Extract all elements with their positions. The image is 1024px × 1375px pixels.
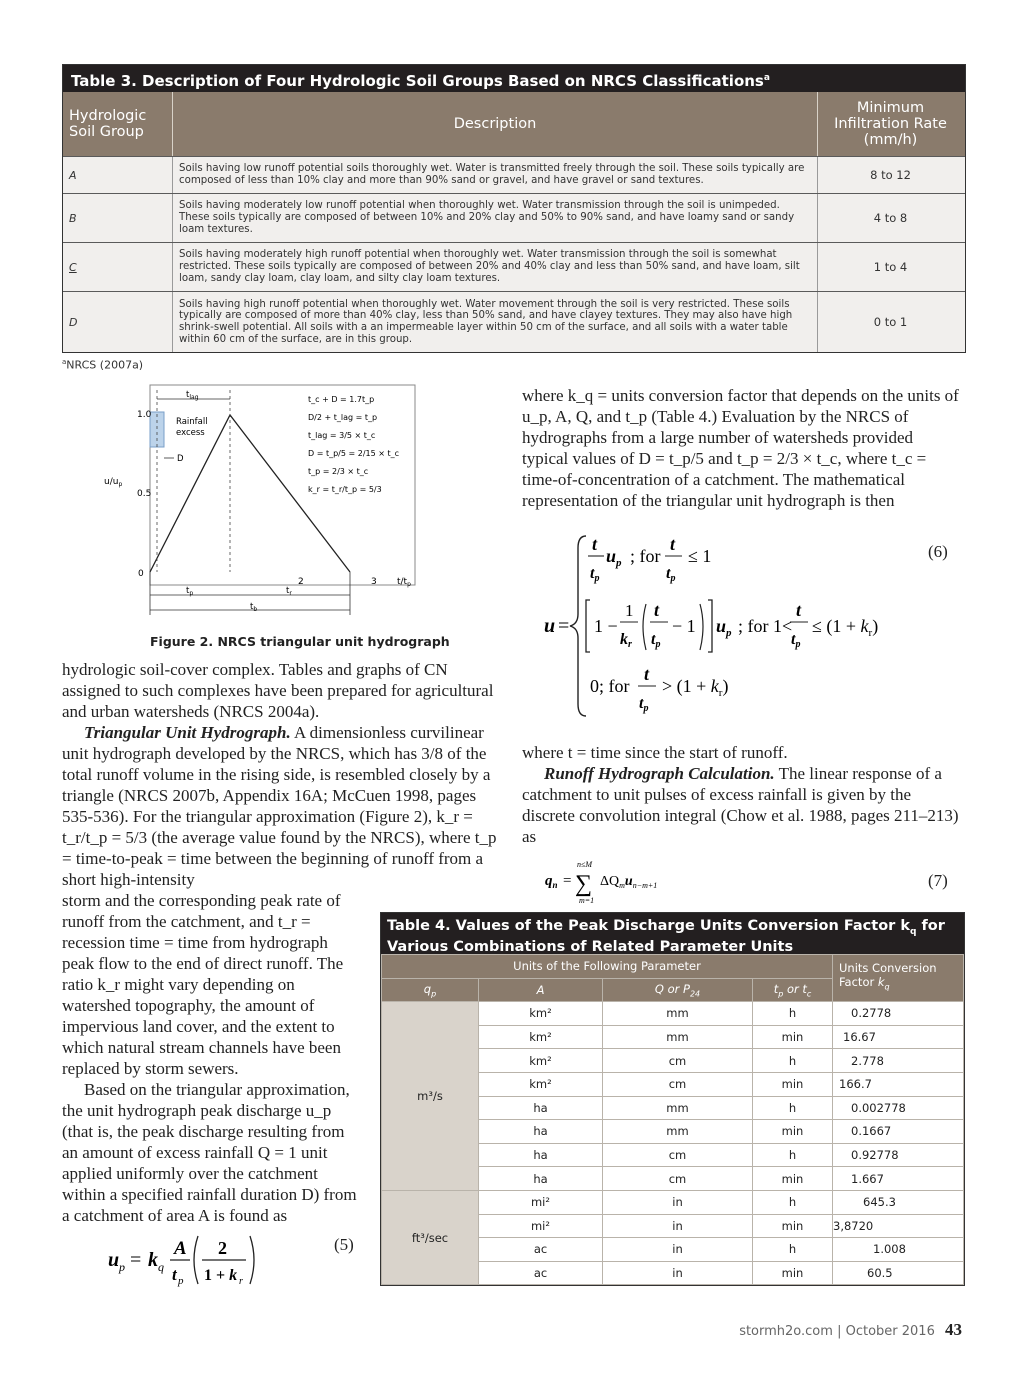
cell-depth-unit: mm [603,1002,753,1026]
svg-text:t: t [172,1265,177,1284]
table-3-footnote: $^a$NRCS (2007a) [62,358,144,372]
x-axis-label: $t/t_p$ [397,577,411,588]
col-header-Q: Q or $P_{24}$ [603,978,753,1002]
svg-text:tp: tp [666,565,676,584]
svg-text:up: $u_p$ [606,546,622,569]
paragraph: hydrologic soil-cover complex. Tables and graphs of CN assigned to such complexes have been prepared for agricultural and urban watersheds (NRCS 2004a). [62,660,494,721]
page-footer [739,1320,962,1340]
svg-text:ΔQmun−m+1: $\Delta Q_mu_{n-m+1}$ [600,874,658,890]
svg-text:=: = [130,1249,142,1271]
table-4-title: Table 4. Values of the Peak Discharge Units Conversion Factor $k_q$ for Various Combinations of Related Parameter Units [381,913,964,954]
cell-factor: 3,8720 [833,1214,964,1238]
svg-text:q: q [158,1260,164,1274]
cell-rate: 1 to 4 [873,260,908,274]
cell-area-unit: mi² [479,1214,603,1238]
cell-factor: 60.5 [833,1261,964,1285]
svg-text:≤ (1 + kr): ≤ $(1 + k_r)$ [812,616,879,639]
cell-description: Soils having moderately high runoff potential when thoroughly wet. Water transmission through the soil is somewhat restricted. These soils typically are composed of between 20% and 40% clay and less than 50% sand, and have loam, silt loam, sandy clay loam, clay loam, and silty clay loam textures. [173,243,818,291]
cell-time-unit: min [753,1072,833,1096]
table-3 [62,64,966,353]
svg-text:tp: tp [639,695,649,714]
paragraph: Runoff Hydrograph Calculation. The linear response of a catchment to unit pulses of excess rainfall is given by the discrete convolution integral (Chow et al. 1988, pages 211–213) as [522,764,959,846]
cell-rate: 0 to 1 [873,315,908,329]
svg-text:u: u [108,1249,120,1271]
cell-area-unit: ha [479,1167,603,1191]
cell-area-unit: ha [479,1120,603,1144]
paragraph: where t = time since the start of runoff. [522,743,788,762]
svg-text:A: A [174,1238,187,1259]
svg-text:kr: kr [620,631,632,650]
cell-time-unit: h [753,1238,833,1262]
svg-text:r: r [239,1276,243,1287]
equation-7-number: (7) [928,871,948,890]
cell-time-unit: h [753,1049,833,1073]
cell-depth-unit: in [603,1214,753,1238]
cell-factor: 166.7 [833,1072,964,1096]
svg-text:t: t [796,600,802,620]
figure-2-caption: Figure 2. NRCS triangular unit hydrograph [150,634,450,649]
svg-text:p: p [119,1260,125,1274]
cell-description: Soils having high runoff potential when thoroughly wet. Water movement through the soil is very restricted. These soils typically are composed of more than 40% clay, less than 50% sand, and have clayey textures. They may also have high shrink-swell potential. All soils with a an impermeable layer within 50 cm of the surface, and all soils with a water table within 60 cm of the surface, are in this group. [173,292,818,352]
svg-text:u: u [544,615,556,637]
svg-text:t: t [644,664,650,684]
separator: | [837,1324,842,1339]
svg-text:t: t [592,534,598,554]
svg-text:1 + k: 1 + k [204,1267,238,1284]
svg-text:; for 1<: ; for 1< [738,616,793,636]
svg-text:; for: ; for [630,546,661,566]
svg-text:m=1: m=1 [579,896,595,905]
ytick: 1.0 [137,410,152,420]
ytick: 0.5 [137,489,152,499]
table-3-header [63,92,965,156]
cell-time-unit: h [753,1143,833,1167]
cell-time-unit: min [753,1261,833,1285]
col-header-qp: $q_p$ [382,978,479,1002]
cell-factor: 16.67 [833,1025,964,1049]
D-label: D [177,454,184,464]
rainfall-label: Rainfall [176,417,208,427]
cell-group: C [63,243,173,291]
cell-group: A [63,157,173,193]
cell-area-unit: ha [479,1143,603,1167]
group-header: Units of the Following Parameter [382,955,833,979]
paragraph: where k_q = units conversion factor that depends on the units of u_p, A, Q, and t_p (Table 4.) Evaluation by the NRCS of hydrographs from a large number of watersheds provided typical values of D = t_p/5 and t_p = 2/3 × t_c, where t_c = time-of-concentration of a catchment. The mathematical representation of the triangular unit hydrograph is then [522,386,959,510]
left-column-top [62,659,502,890]
cell-factor: 2.778 [833,1049,964,1073]
cell-time-unit: h [753,1190,833,1214]
cell-area-unit: km² [479,1025,603,1049]
cell-factor: 0.1667 [833,1120,964,1144]
svg-text:≤ 1: ≤ 1 [688,546,712,566]
cell-qp-unit: m³/s [382,1002,479,1191]
y-axis-label: $u/u_p$ [104,477,123,488]
xtick: 2 [298,577,304,587]
relation: t_p = 2/3 × t_c [308,467,369,476]
equation-6 [540,528,900,720]
cell-time-unit: min [753,1025,833,1049]
paragraph: Triangular Unit Hydrograph. A dimensionless curvilinear unit hydrograph developed by the NRCS, which has 3/8 of the total runoff volume in the rising side, is resembled closely by a triangle (NRCS 2007b, Appendix 16A; McCuen 1998, pages 535-536). For the triangular approximation (Figure 2), k_r = t_r/t_p = 5/3 (the average value found by the NRCS), where t_p = time-to-peak = time between the beginning of runoff from a short high-intensity [62,723,497,889]
svg-text:1 −: 1 − [594,616,618,636]
cell-area-unit: km² [479,1002,603,1026]
left-column-bottom [62,890,362,1226]
tlag-label: $t_{lag}$ [186,390,199,401]
svg-text:up: $u_p$ [716,616,732,639]
cell-area-unit: km² [479,1072,603,1096]
cell-area-unit: km² [479,1049,603,1073]
col-header-rate: Minimum Infiltration Rate (mm/h) [834,100,947,148]
cell-area-unit: ha [479,1096,603,1120]
relation: k_r = t_r/t_p = 5/3 [308,485,382,494]
table-4-grid [381,954,964,1285]
table-4 [380,912,965,1286]
relation: D = t_p/5 = 2/15 × t_c [308,449,400,458]
cell-depth-unit: mm [603,1120,753,1144]
svg-text:tp: tp [651,631,661,650]
svg-text:tp: tp [791,631,801,650]
table-row [63,291,965,352]
cell-time-unit: h [753,1002,833,1026]
cell-rate: 4 to 8 [873,211,908,225]
tp-label: $t_p$ [186,586,194,597]
svg-text:− 1: − 1 [672,616,696,636]
cell-description: Soils having moderately low runoff potential when thoroughly wet. Water transmission through the soil is unimpeded. These soils typically are composed of between 10% and 20% clay and 50% to 90% sand, and have loamy sand or sandy loam textures. [173,194,818,242]
table-row [63,193,965,242]
factor-header: Units Conversion Factor $k_q$ [833,955,964,1002]
table-3-title: Table 3. Description of Four Hydrologic Soil Groups Based on NRCS Classifications$^a$ [63,65,965,92]
cell-group: D [63,292,173,352]
col-header-description: Description [173,92,818,156]
svg-text:t: t [670,534,676,554]
relation: D/2 + t_lag = t_p [308,413,378,422]
cell-depth-unit: mm [603,1025,753,1049]
cell-factor: 0.2778 [833,1002,964,1026]
right-column-top [522,385,962,511]
issue-date: October 2016 [845,1324,935,1339]
xtick: 3 [371,577,377,587]
tb-label: $t_b$ [250,602,258,613]
svg-text:t: t [654,600,660,620]
page-number: 43 [945,1320,962,1339]
svg-text:∑: ∑ [575,871,593,897]
ytick: 0 [138,569,144,579]
equation-6-number: (6) [928,542,948,561]
cell-depth-unit: mm [603,1096,753,1120]
svg-text:=: = [558,615,570,637]
site-name: stormh2o.com [739,1324,833,1339]
table-row [63,242,965,291]
cell-factor: 1.008 [833,1238,964,1262]
svg-text:k: k [148,1249,158,1271]
equation-5 [108,1228,288,1290]
paragraph: Based on the triangular approximation, the unit hydrograph peak discharge u_p (that is, the peak discharge resulting from an amount of excess rainfall Q = 1 unit applied uniformly over the catchment within a specified rainfall duration D) from a catchment of area A is found as [62,1080,357,1225]
cell-rate: 8 to 12 [870,168,911,182]
cell-depth-unit: in [603,1190,753,1214]
cell-depth-unit: in [603,1261,753,1285]
figure-2-hydrograph [100,380,420,625]
cell-area-unit: ac [479,1238,603,1262]
paragraph: storm and the corresponding peak rate of runoff from the catchment, and t_r = recession time = time from hydrograph peak flow to the end of direct runoff. The ratio k_r might vary depending on watershed topography, the amount of impervious land cover, and the extent to which natural stream channels have been replaced by storm sewers. [62,891,344,1078]
cell-factor: 0.002778 [833,1096,964,1120]
cell-depth-unit: cm [603,1072,753,1096]
excess-label: excess [176,428,205,438]
cell-factor: 0.92778 [833,1143,964,1167]
svg-text:0; for: 0; for [590,676,630,696]
equation-5-number: (5) [334,1235,354,1254]
svg-text:1: 1 [625,601,634,620]
svg-text:tp: tp [590,565,600,584]
cell-time-unit: min [753,1214,833,1238]
cell-depth-unit: cm [603,1167,753,1191]
svg-text:p: p [178,1275,184,1287]
col-header-A: A [479,978,603,1002]
table-row [382,1190,964,1214]
tr-label: $t_r$ [286,586,292,597]
equation-7 [545,857,685,905]
relation: t_lag = 3/5 × t_c [308,431,376,440]
cell-time-unit: min [753,1120,833,1144]
table-row [382,1002,964,1026]
cell-depth-unit: cm [603,1143,753,1167]
col-header-t: $t_p$ or $t_c$ [753,978,833,1002]
cell-area-unit: mi² [479,1190,603,1214]
cell-time-unit: min [753,1167,833,1191]
svg-text:> (1 + kr): > $(1 + k_r)$ [662,676,729,699]
svg-text:n≤M: n≤M [577,860,593,869]
cell-factor: 645.3 [833,1190,964,1214]
relations-list [308,395,399,494]
cell-factor: 1.667 [833,1167,964,1191]
cell-description: Soils having low runoff potential soils thoroughly wet. Water is transmitted freely through the soil. These soils typically are composed of less than 10% clay and more than 90% sand or gravel, and have gravel or sand textures. [173,157,818,193]
cell-qp-unit: ft³/sec [382,1190,479,1284]
svg-text:2: 2 [218,1238,227,1258]
right-column-bottom [522,742,962,847]
cell-depth-unit: cm [603,1049,753,1073]
cell-time-unit: h [753,1096,833,1120]
relation: t_c + D = 1.7t_p [308,395,375,404]
cell-depth-unit: in [603,1238,753,1262]
svg-text:=: = [563,873,572,889]
col-header-group: Hydrologic Soil Group [63,92,173,156]
table-row [63,156,965,193]
cell-area-unit: ac [479,1261,603,1285]
svg-text:qn: $q_n$ [545,873,558,890]
rainfall-excess-bar [150,412,164,447]
cell-group: B [63,194,173,242]
